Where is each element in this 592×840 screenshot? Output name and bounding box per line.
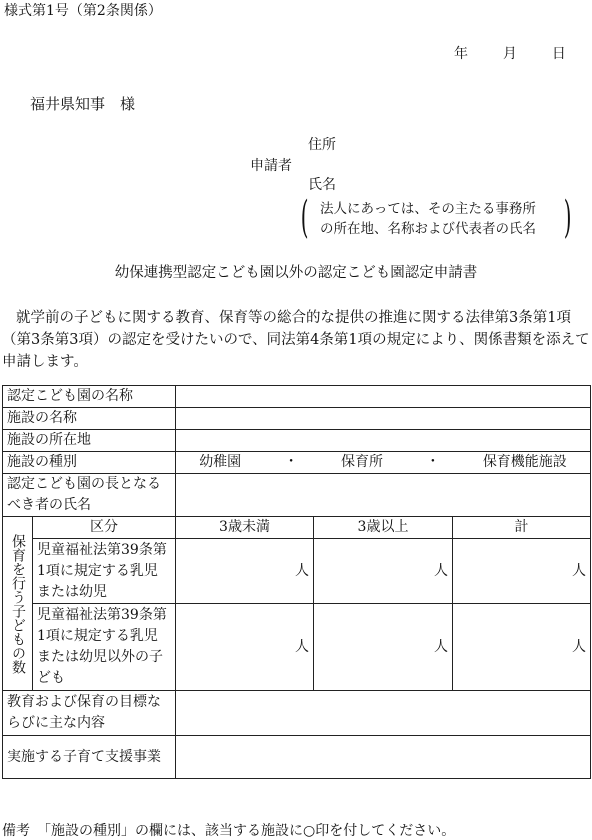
name-label: 氏名	[308, 177, 336, 193]
cell-other-total[interactable]: 人	[453, 604, 591, 691]
separator-dot: ・	[284, 454, 299, 470]
label-infants: 児童福祉法第39条第1項に規定する乳児または幼児	[33, 539, 176, 604]
addressee: 福井県知事 様	[30, 95, 136, 113]
input-facility-name[interactable]	[176, 408, 591, 430]
option-kindergarten[interactable]: 幼稚園	[199, 454, 242, 470]
cell-infants-under3[interactable]: 人	[176, 539, 314, 604]
row-children-header	[3, 517, 591, 539]
option-childcare-facility[interactable]: 保育機能施設	[482, 454, 567, 470]
cell-infants-total[interactable]: 人	[453, 539, 591, 604]
row-head-name	[3, 474, 591, 517]
row-facility-name	[3, 408, 591, 430]
date-month: 月	[502, 46, 517, 62]
input-goals[interactable]	[176, 691, 591, 736]
row-other-children	[3, 604, 591, 691]
label-facility-type: 施設の種別	[3, 452, 176, 474]
row-center-name	[3, 386, 591, 408]
input-head-name[interactable]	[176, 474, 591, 517]
row-facility-type	[3, 452, 591, 474]
document-title: 幼保連携型認定こども園以外の認定こども園認定申請書	[114, 265, 478, 281]
header-under3: 3歳未満	[176, 517, 314, 539]
facility-type-options	[176, 452, 591, 474]
input-facility-location[interactable]	[176, 430, 591, 452]
date-line	[454, 43, 566, 63]
label-support: 実施する子育て支援事業	[3, 736, 176, 779]
label-facility-name: 施設の名称	[3, 408, 176, 430]
date-year: 年	[454, 46, 468, 62]
remark-note: 備考 「施設の種別」の欄には、該当する施設に○印を付してください。	[2, 823, 456, 839]
right-paren: )	[563, 192, 572, 243]
note-line-2: の所在地、名称および代表者の氏名	[320, 221, 536, 237]
header-total: 計	[453, 517, 591, 539]
cell-infants-over3[interactable]: 人	[314, 539, 453, 604]
address-label: 住所	[308, 137, 336, 153]
label-children-count: 保育を行う子どもの数	[3, 517, 33, 691]
date-day: 日	[551, 46, 566, 62]
header-over3: 3歳以上	[314, 517, 453, 539]
row-infants	[3, 539, 591, 604]
note-line-1: 法人にあっては、その主たる事務所	[320, 201, 536, 217]
label-other-children: 児童福祉法第39条第1項に規定する乳児または幼児以外の子ども	[33, 604, 176, 691]
application-table	[2, 385, 591, 779]
label-facility-location: 施設の所在地	[3, 430, 176, 452]
intro-paragraph: 就学前の子どもに関する教育、保育等の総合的な提供の推進に関する法律第3条第1項（第3条第3項）の認定を受けたいので、同法第4条第1項の規定により、関係書類を添えて申請します。	[2, 310, 590, 370]
corporation-note	[300, 192, 572, 243]
applicant-label: 申請者	[250, 158, 292, 174]
option-nursery[interactable]: 保育所	[341, 454, 383, 470]
label-center-name: 認定こども園の名称	[3, 386, 176, 408]
row-support	[3, 736, 591, 779]
input-center-name[interactable]	[176, 386, 591, 408]
form-number: 様式第1号（第2条関係）	[4, 3, 162, 19]
header-category: 区分	[33, 517, 176, 539]
label-head-name: 認定こども園の長となるべき者の氏名	[3, 474, 176, 517]
cell-other-over3[interactable]: 人	[314, 604, 453, 691]
cell-other-under3[interactable]: 人	[176, 604, 314, 691]
left-paren: (	[300, 192, 309, 243]
label-goals: 教育および保育の目標ならびに主な内容	[3, 691, 176, 736]
row-facility-location	[3, 430, 591, 452]
input-support[interactable]	[176, 736, 591, 779]
separator-dot: ・	[425, 454, 440, 470]
row-goals	[3, 691, 591, 736]
